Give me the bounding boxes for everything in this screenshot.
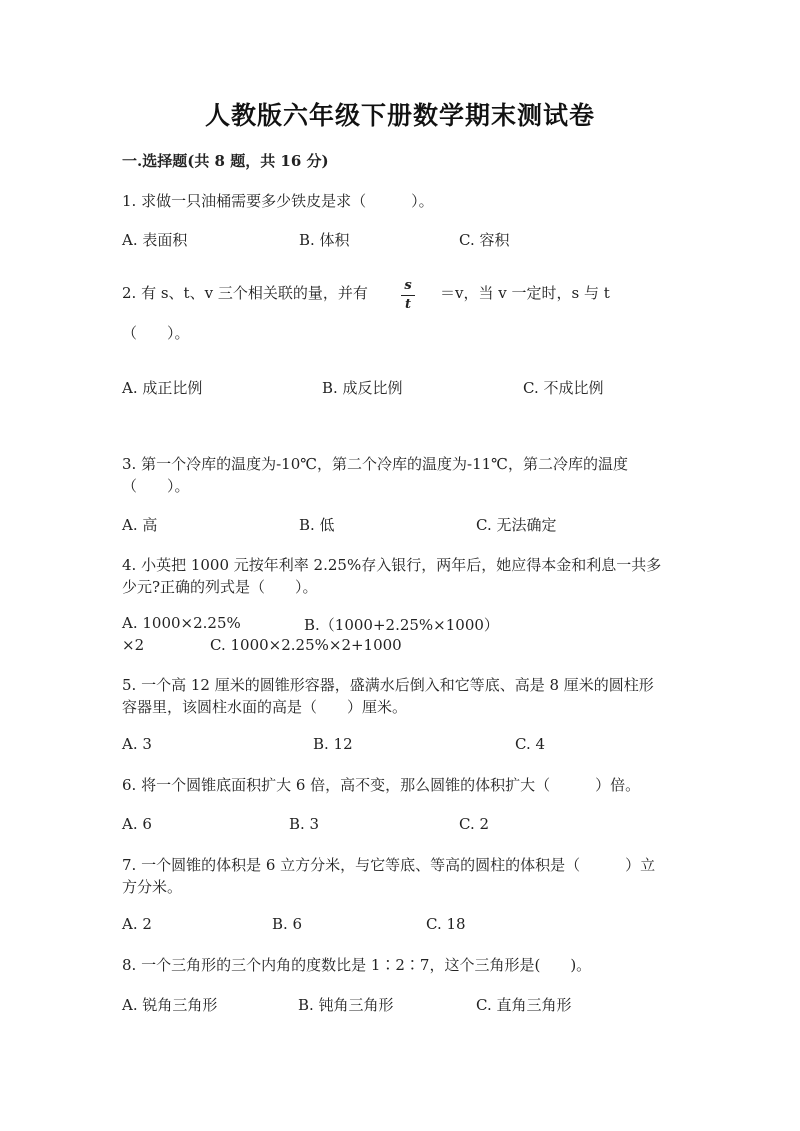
question-6-text: 6. 将一个圆锥底面积扩大 6 倍，高不变，那么圆锥的体积扩大（ ）倍。 — [122, 776, 641, 794]
question-1-option-c[interactable]: C. 容积 — [459, 231, 510, 249]
question-1-option-a[interactable]: A. 表面积 — [122, 231, 188, 249]
fraction-numerator: s — [404, 278, 412, 293]
question-2-text-end: ＝v，当 v 一定时，s 与 t — [440, 284, 610, 302]
question-8-option-a[interactable]: A. 锐角三角形 — [122, 996, 218, 1014]
question-3-option-c[interactable]: C. 无法确定 — [476, 516, 557, 534]
question-6-option-c[interactable]: C. 2 — [459, 815, 490, 833]
question-6-option-a[interactable]: A. 6 — [122, 815, 152, 833]
question-5-option-c[interactable]: C. 4 — [515, 735, 546, 753]
fraction-bar — [401, 295, 415, 296]
page-title: 人教版六年级下册数学期末测试卷 — [204, 101, 595, 130]
question-5-option-a[interactable]: A. 3 — [122, 735, 152, 753]
question-4-text-line1: 4. 小英把 1000 元按年利率 2.25%存入银行，两年后，她应得本金和利息一共多 — [122, 556, 662, 574]
question-7-option-a[interactable]: A. 2 — [122, 915, 152, 933]
question-8-text: 8. 一个三角形的三个内角的度数比是 1∶2∶7，这个三角形是( )。 — [122, 956, 592, 974]
question-3-option-a[interactable]: A. 高 — [122, 516, 158, 534]
question-5-text-line2: 容器里，该圆柱水面的高是（ ）厘米。 — [122, 698, 408, 716]
question-4-option-c[interactable]: C. 1000×2.25%×2+1000 — [210, 636, 402, 654]
question-2-option-c[interactable]: C. 不成比例 — [523, 379, 604, 397]
question-3-text-line1: 3. 第一个冷库的温度为-10℃，第二个冷库的温度为-11℃，第二冷库的温度 — [122, 455, 628, 473]
fraction-denominator: t — [404, 297, 411, 312]
question-8-option-c[interactable]: C. 直角三角形 — [476, 996, 572, 1014]
question-1-option-b[interactable]: B. 体积 — [299, 231, 350, 249]
question-7-option-b[interactable]: B. 6 — [272, 915, 303, 933]
question-3-text-line2: （ ）。 — [122, 477, 190, 495]
question-4-option-b-continued: ×2 — [122, 636, 145, 654]
question-6-option-b[interactable]: B. 3 — [289, 815, 320, 833]
section-heading: 一.选择题(共 8 题，共 16 分) — [122, 152, 329, 170]
question-5-text-line1: 5. 一个高 12 厘米的圆锥形容器，盛满水后倒入和它等底、高是 8 厘米的圆柱形 — [122, 676, 654, 694]
question-7-text-line2: 方分米。 — [122, 878, 183, 896]
question-5-option-b[interactable]: B. 12 — [313, 735, 353, 753]
question-4-option-a[interactable]: A. 1000×2.25% — [122, 614, 241, 632]
question-2-option-b[interactable]: B. 成反比例 — [322, 379, 403, 397]
question-3-option-b[interactable]: B. 低 — [299, 516, 335, 534]
question-8-option-b[interactable]: B. 钝角三角形 — [298, 996, 394, 1014]
question-4-option-b[interactable]: B.（1000+2.25%×1000） — [304, 616, 499, 634]
question-4-text-line2: 少元?正确的列式是（ ）。 — [122, 578, 318, 596]
question-2-text-line2: （ ）。 — [122, 324, 190, 342]
question-7-option-c[interactable]: C. 18 — [426, 915, 466, 933]
question-2-option-a[interactable]: A. 成正比例 — [122, 379, 203, 397]
fraction-s-over-t — [401, 278, 415, 313]
question-1-text: 1. 求做一只油桶需要多少铁皮是求（ ）。 — [122, 192, 434, 210]
question-7-text-line1: 7. 一个圆锥的体积是 6 立方分米，与它等底、等高的圆柱的体积是（ ）立 — [122, 856, 656, 874]
question-2-text-start: 2. 有 s、t、v 三个相关联的量，并有 — [122, 284, 368, 302]
